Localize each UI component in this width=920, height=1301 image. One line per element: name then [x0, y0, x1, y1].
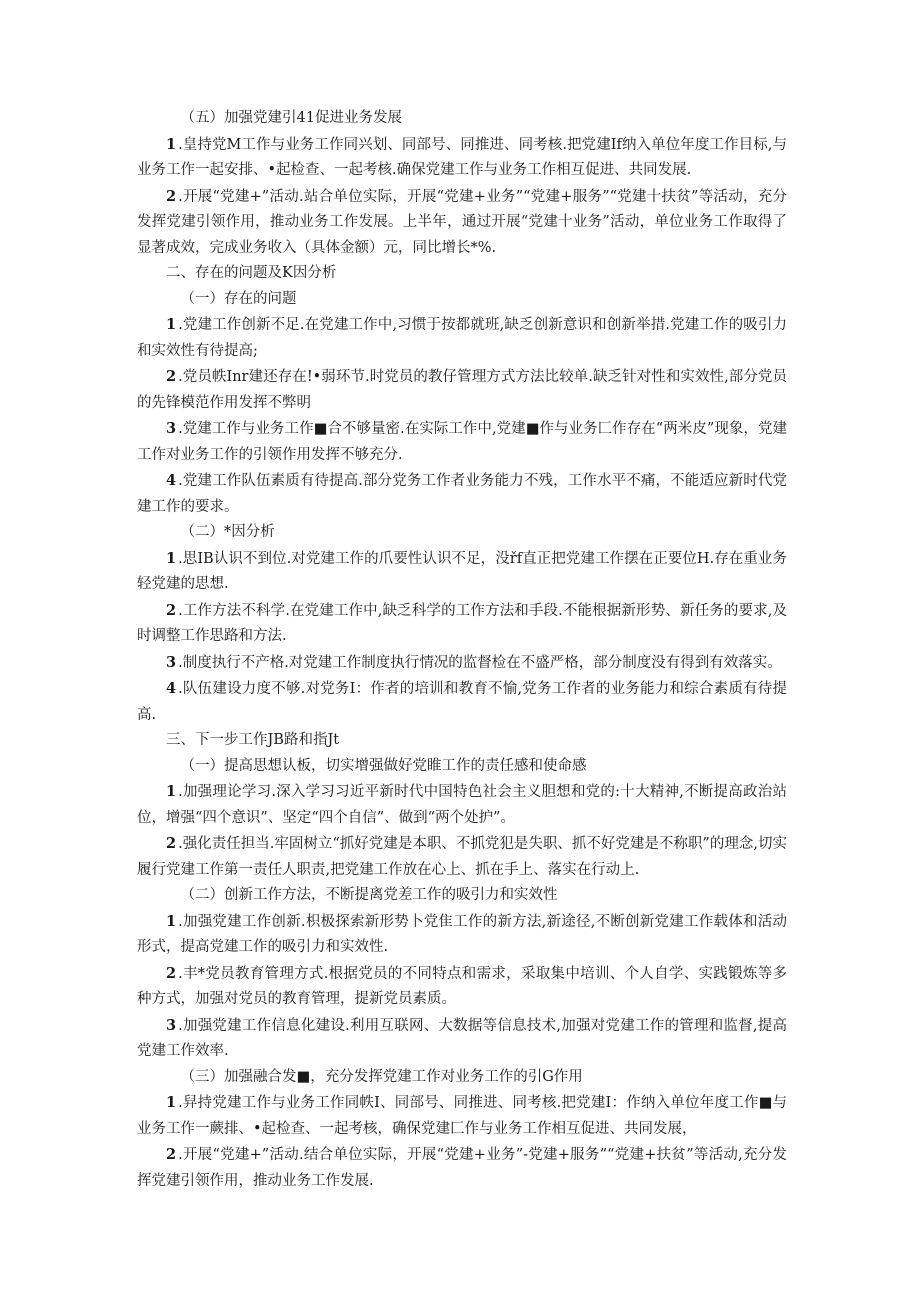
- paragraph: [137, 650, 787, 677]
- subsection-heading: （一）存在的问题: [180, 290, 297, 307]
- item-number: 2: [166, 601, 177, 619]
- subsection-heading: （三）加强融合发■，充分发挥党建工作对业务工作的引G作用: [180, 1068, 583, 1085]
- subsection-heading: （一）提高思想认板，切实增强做好党睢工作的责任感和使命感: [180, 757, 587, 774]
- item-number: 3: [166, 420, 177, 437]
- paragraph: [137, 831, 787, 883]
- item-number: 1: [166, 549, 177, 567]
- paragraph: [137, 961, 787, 1013]
- paragraph: [137, 184, 787, 262]
- item-number: 2: [166, 835, 177, 852]
- subsection-heading: （二）创新工作方法，不断提离党差工作的吸引力和实效性: [180, 887, 558, 903]
- paragraph: [137, 779, 787, 831]
- paragraph: [137, 468, 787, 520]
- item-number: 4: [166, 680, 177, 697]
- document-body: [137, 106, 787, 1194]
- subsection-heading: （二）*因分析: [180, 524, 275, 540]
- item-number: 4: [166, 472, 177, 489]
- paragraph-text: .加强党建工作创新.枳极探索新形势卜党隹工作的新方法,新途径,不断创新党建工作载体和活动形式，提高党建工作的吸引力和实效性.: [137, 913, 787, 955]
- paragraph-text: .队伍建设力度不够.对党务I：作者的培训和教育不愉,党务工作者的业务能力和综合素质有待提高.: [137, 681, 787, 723]
- item-number: 3: [166, 1016, 177, 1034]
- section-heading: 二、存在的问题及K因分析: [166, 265, 337, 281]
- paragraph-text: .制度执行不产格.对党建工作制度执行情况的监督检在不盛严格，部分制度没有得到有效落实。: [178, 654, 782, 671]
- paragraph-text: .舁持党建工作与业务工作同帙I、同部号、同推进、同考核.把党建I：作纳入单位年度工作■与业务工作一蕨排、•起检查、一起考核，确保党建匚作与业务工作相互促进、共同发展，: [137, 1095, 787, 1137]
- item-number: 3: [166, 653, 177, 671]
- paragraph-text: .加强理论学习.深入学习习近平新时代中国特色社会主义胆想和党的:十大精神,不断提高政治站位，增强“四个意识”、坚定“四个自信”、做到“两个处护”。: [137, 784, 787, 826]
- paragraph: [137, 312, 787, 364]
- paragraph: [137, 546, 787, 598]
- paragraph-text: .思IB认识不到位.对党建工作的爪要性认识不足，没řf直正把党建工作摆在正要位H.存在重业务轻党建的思想.: [137, 550, 787, 592]
- item-number: 2: [166, 1146, 177, 1163]
- paragraph: [137, 598, 787, 650]
- item-number: 1: [166, 783, 177, 800]
- paragraph: [137, 676, 787, 728]
- item-number: 1: [166, 135, 177, 153]
- paragraph-text: .党建工作队伍素质有待提高.部分党务工作者业务能力不残，工作水平不痛，不能适应新时代党建工作的要求。: [137, 473, 787, 515]
- item-number: 2: [166, 964, 177, 982]
- item-number: 2: [166, 368, 177, 385]
- paragraph-text: .党员帙Inr建还存在!•弱环节.时党员的教仔管理方式方法比较单.缺乏针对性和实效性,部分党员的先锋模范作用发挥不弊明: [137, 369, 787, 411]
- section-heading: 三、下一步工作JB路和指Jt: [166, 732, 340, 748]
- paragraph-text: .开展“党建+”活动.站合单位实际，开展“党建+业务”“党建+服务”“党建十扶贫”等活动，充分发挥党建引领作用，推动业务工作发展。上半年，通过开展“党建十业务”活动，单位业务工作取得了显著成效，完成业务收入（具体金额）元，同比增长*%.: [137, 188, 787, 256]
- paragraph-text: .开展“党建+”活动.结合单位实际，开展“党建+业务”-党建+服务”“党建+扶贫”等活动,充分发挥党建引领作用，推动业务工作发展.: [137, 1147, 787, 1189]
- item-number: 1: [166, 1094, 177, 1111]
- item-number: 1: [166, 912, 177, 930]
- paragraph: [137, 1090, 787, 1142]
- item-number: 2: [166, 187, 177, 205]
- paragraph-text: .丰*党员教育管理方式.根据党员的不同特点和需求，采取集中培训、个人自学、实践锻炼等多种方式，加强对党员的教育管理，提新党员素质。: [137, 965, 787, 1007]
- paragraph: [137, 416, 787, 468]
- paragraph: [137, 132, 787, 184]
- paragraph-text: .党建工作与业务工作■合不够量密.在实际工作中,党建■作与业务匚作存在“两米皮”现象，党建工作对业务工作的引领作用发挥不够充分.: [137, 421, 787, 463]
- paragraph: [137, 1013, 787, 1065]
- paragraph: [137, 1142, 787, 1194]
- paragraph-text: .强化责任担当.牢固树立“抓好党建是本职、不抓党犯是失职、抓不好党建是不称职”的理念,切实履行党建工作第一责任人职责,把党建工作放在心上、抓在手上、落实在行动上.: [137, 836, 787, 878]
- item-number: 1: [166, 316, 177, 333]
- paragraph-text: .工作方法不科学.在党建工作中,缺乏科学的工作方法和手段.不能根据新形势、新任务的要求,及时调整工作思路和方法.: [137, 602, 787, 644]
- paragraph-text: .党建工作创新不足.在党建工作中,习惯于按都就班,缺乏创新意识和创新举措.党建工作的吸引力和实效性有待提高;: [137, 317, 787, 359]
- paragraph: [137, 909, 787, 961]
- paragraph-text: .皇持党M工作与业务工作同兴划、同部号、同推进、同考核.把党建If纳入单位年度工作目标,与业务工作一起安排、•起检查、一起考核.确保党建工作与业务工作相互促进、共同发展.: [137, 136, 787, 178]
- paragraph-text: .加强党建工作信息化建设.利用互联网、大数据等信息技术,加强对党建工作的管理和监督,提高党建工作效率.: [137, 1017, 787, 1059]
- subsection-heading: （五）加强党建引41促进业务发展: [180, 110, 402, 126]
- paragraph: [137, 364, 787, 416]
